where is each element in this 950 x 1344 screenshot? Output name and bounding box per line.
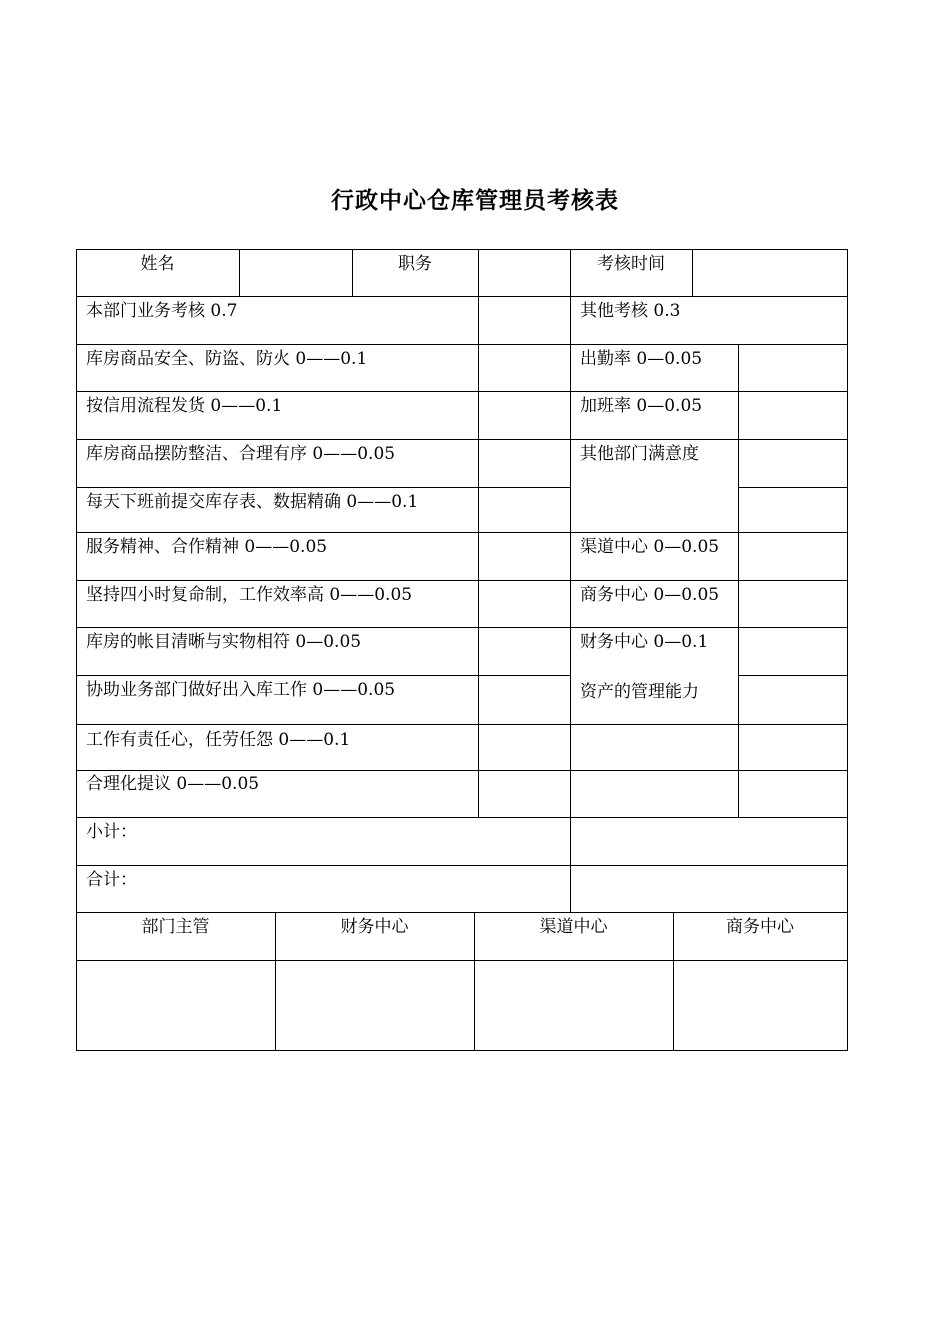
- signature-header: 渠道中心: [539, 917, 608, 937]
- dept-item: 工作有责任心，任劳任怨 0——0.1: [86, 730, 351, 750]
- dept-item: 坚持四小时复命制，工作效率高 0——0.05: [86, 585, 413, 605]
- dept-item: 库房的帐目清晰与实物相符 0—0.05: [86, 632, 362, 652]
- time-label: 考核时间: [597, 254, 665, 274]
- signature-field[interactable]: [77, 961, 275, 1050]
- total-label: 合计：: [86, 870, 137, 890]
- signature-field[interactable]: [276, 961, 474, 1050]
- name-label: 姓名: [140, 254, 175, 274]
- other-item: 加班率 0—0.05: [580, 396, 703, 416]
- signature-field[interactable]: [475, 961, 673, 1050]
- dept-item: 每天下班前提交库存表、数据精确 0——0.1: [86, 492, 419, 512]
- dept-item: 按信用流程发货 0——0.1: [86, 396, 283, 416]
- form-title: 行政中心仓库管理员考核表: [331, 188, 619, 214]
- other-section-label: 其他考核 0.3: [580, 301, 681, 321]
- other-item: 出勤率 0—0.05: [580, 349, 703, 369]
- name-field[interactable]: [240, 250, 352, 296]
- other-item: 渠道中心 0—0.05: [580, 537, 720, 557]
- other-item: 财务中心 0—0.1: [580, 632, 709, 652]
- other-item: 资产的管理能力: [580, 682, 699, 702]
- signature-header: 财务中心: [340, 917, 409, 937]
- dept-item: 库房商品安全、防盗、防火 0——0.1: [86, 349, 368, 369]
- position-field[interactable]: [479, 250, 570, 296]
- dept-item: 协助业务部门做好出入库工作 0——0.05: [86, 680, 396, 700]
- signature-field[interactable]: [674, 961, 847, 1050]
- dept-item: 合理化提议 0——0.05: [86, 774, 260, 794]
- dept-section-label: 本部门业务考核 0.7: [86, 301, 238, 321]
- dept-item: 库房商品摆防整洁、合理有序 0——0.05: [86, 444, 396, 464]
- other-item: 其他部门满意度: [580, 444, 699, 464]
- signature-header: 商务中心: [726, 917, 794, 937]
- signature-header: 部门主管: [141, 917, 210, 937]
- total-field[interactable]: [571, 866, 847, 912]
- subtotal-label: 小计：: [86, 822, 137, 842]
- other-item: 商务中心 0—0.05: [580, 585, 720, 605]
- subtotal-field[interactable]: [571, 818, 847, 865]
- time-field[interactable]: [693, 250, 847, 296]
- position-label: 职务: [398, 254, 432, 274]
- dept-item: 服务精神、合作精神 0——0.05: [86, 537, 328, 557]
